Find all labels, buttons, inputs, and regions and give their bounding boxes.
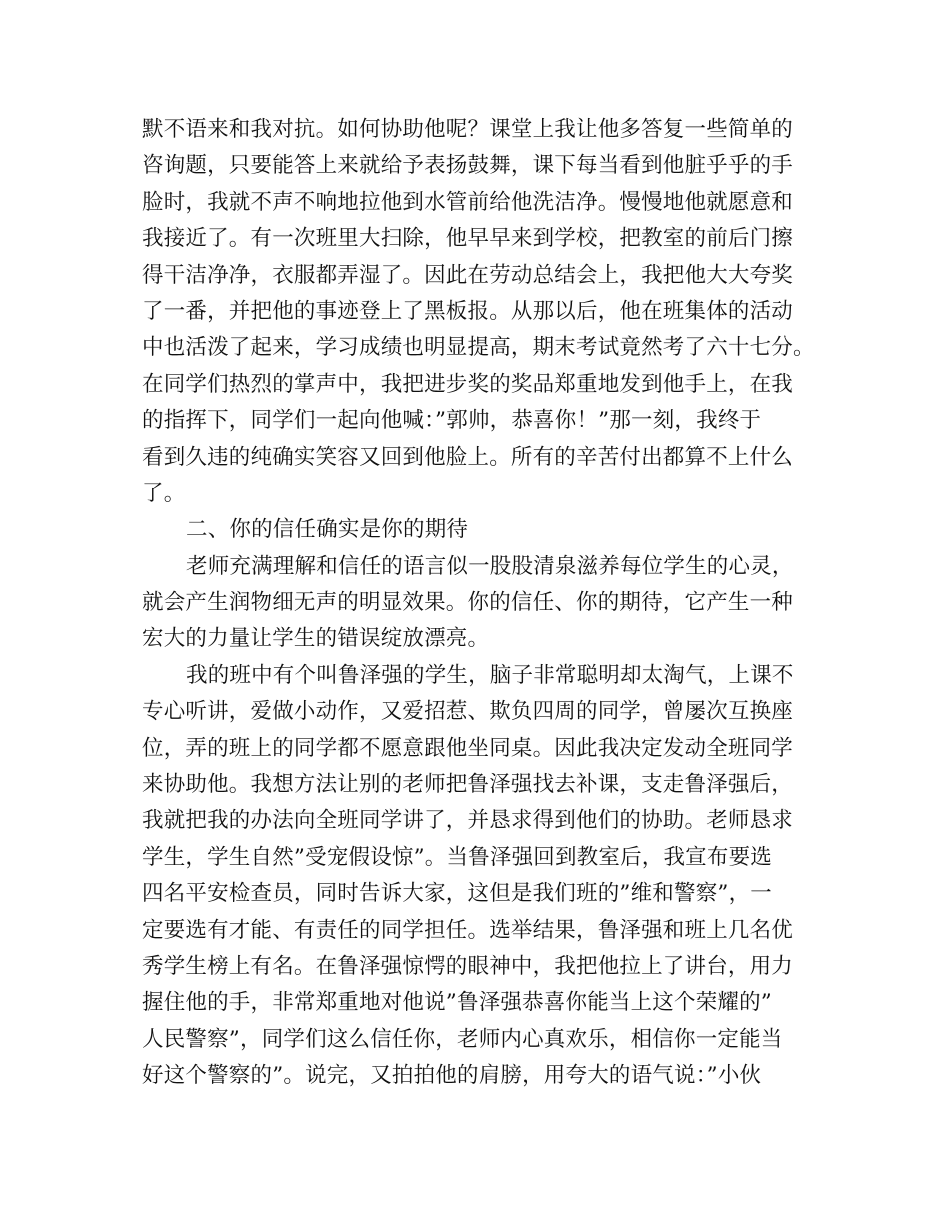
section-heading: 二、你的信任确实是你的期待: [186, 517, 469, 543]
text-line: 了。: [142, 480, 186, 506]
text-line: 宏大的力量让学生的错误绽放漂亮。: [142, 626, 490, 652]
text-line: 脸时，我就不声不响地拉他到水管前给他洗洁净。慢慢地他就愿意和: [142, 189, 794, 215]
text-line: 就会产生润物细无声的明显效果。你的信任、你的期待，它产生一种: [142, 590, 794, 616]
text-line: 中也活泼了起来，学习成绩也明显提高，期末考试竟然考了六十七分。: [142, 335, 815, 361]
text-line: 看到久违的纯确实笑容又回到他脸上。所有的辛苦付出都算不上什么: [142, 444, 794, 470]
body-text: [142, 112, 832, 1095]
text-line: 在同学们热烈的掌声中，我把进步奖的奖品郑重地发到他手上，在我: [142, 371, 794, 397]
text-line: 得干洁净净，衣服都弄湿了。因此在劳动总结会上，我把他大大夸奖: [142, 262, 794, 288]
text-line: 学生，学生自然”受宠假设惊”。当鲁泽强回到教室后，我宣布要选: [142, 844, 772, 870]
text-line: 的指挥下，同学们一起向他喊：”郭帅，恭喜你！”那一刻，我终于: [142, 408, 762, 434]
text-line: 咨询题，只要能答上来就给予表扬鼓舞，课下每当看到他脏乎乎的手: [142, 153, 794, 179]
paragraph-start: 老师充满理解和信任的语言似一股股清泉滋养每位学生的心灵，: [186, 553, 794, 579]
text-line: 了一番，并把他的事迹登上了黑板报。从那以后，他在班集体的活动: [142, 298, 794, 324]
text-line: 定要选有才能、有责任的同学担任。选举结果，鲁泽强和班上几名优: [142, 917, 794, 943]
text-line: 专心听讲，爱做小动作，又爱招惹、欺负四周的同学，曾屡次互换座: [142, 699, 794, 725]
text-line: 默不语来和我对抗。如何协助他呢？课堂上我让他多答复一些简单的: [142, 117, 794, 142]
text-line: 人民警察”，同学们这么信任你，老师内心真欢乐，相信你一定能当: [142, 1026, 783, 1052]
text-line: 握住他的手，非常郑重地对他说”鲁泽强恭喜你能当上这个荣耀的”: [142, 990, 772, 1016]
text-line: 秀学生榜上有名。在鲁泽强惊愕的眼神中，我把他拉上了讲台，用力: [142, 953, 794, 979]
text-line: 我就把我的办法向全班同学讲了，并恳求得到他们的协助。老师恳求: [142, 808, 794, 834]
paragraph-start: 我的班中有个叫鲁泽强的学生，脑子非常聪明却太淘气，上课不: [186, 662, 794, 688]
text-line: 我接近了。有一次班里大扫除，他早早来到学校，把教室的前后门擦: [142, 226, 794, 252]
text-line: 好这个警察的”。说完，又拍拍他的肩膀，用夸大的语气说：”小伙: [142, 1063, 762, 1089]
text-line: 四名平安检查员，同时告诉大家，这但是我们班的”维和警察”，一: [142, 881, 772, 907]
text-line: 位，弄的班上的同学都不愿意跟他坐同桌。因此我决定发动全班同学: [142, 735, 794, 761]
text-line: 来协助他。我想方法让别的老师把鲁泽强找去补课，支走鲁泽强后，: [142, 772, 794, 798]
